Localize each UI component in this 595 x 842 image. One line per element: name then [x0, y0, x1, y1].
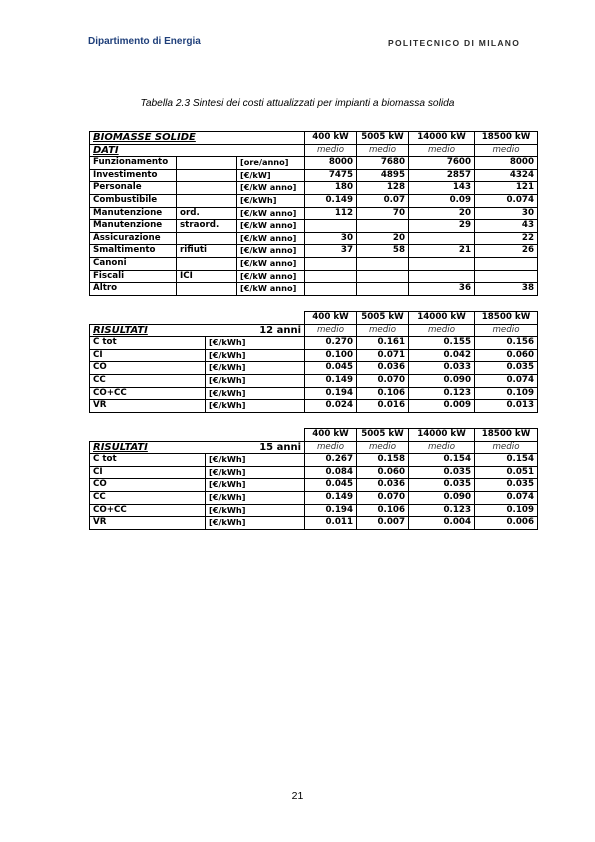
value-cell: 0.006 — [475, 517, 538, 530]
value-cell: 0.045 — [305, 362, 357, 375]
row-unit: [€/kW anno] — [237, 257, 305, 270]
table-header-row — [90, 312, 538, 325]
value-cell: 0.070 — [357, 374, 409, 387]
value-cell: 0.009 — [409, 400, 475, 413]
value-cell: 0.270 — [305, 337, 357, 350]
value-cell: 7600 — [409, 157, 475, 170]
value-cell: 43 — [475, 220, 538, 233]
value-cell: 0.106 — [357, 387, 409, 400]
row-label: CO+CC — [90, 387, 206, 400]
row-unit: [€/kW anno] — [237, 220, 305, 233]
table-row — [90, 454, 538, 467]
value-cell: 7475 — [305, 169, 357, 182]
value-cell: 0.060 — [357, 466, 409, 479]
row-sublabel — [177, 157, 237, 170]
table-row — [90, 479, 538, 492]
value-cell: 0.149 — [305, 194, 357, 207]
value-cell: 121 — [475, 182, 538, 195]
medio-label: medio — [409, 441, 475, 454]
value-cell: 22 — [475, 232, 538, 245]
value-cell: 0.024 — [305, 400, 357, 413]
row-label: Smaltimento — [90, 245, 177, 258]
table-row — [90, 374, 538, 387]
row-label: Manutenzione — [90, 220, 177, 233]
row-label: Assicurazione — [90, 232, 177, 245]
table-row — [90, 283, 538, 296]
table-row — [90, 349, 538, 362]
value-cell: 0.09 — [409, 194, 475, 207]
result-rows — [90, 337, 538, 413]
value-cell: 143 — [409, 182, 475, 195]
value-cell: 37 — [305, 245, 357, 258]
value-cell: 21 — [409, 245, 475, 258]
value-cell: 29 — [409, 220, 475, 233]
value-cell: 0.035 — [409, 479, 475, 492]
value-cell — [305, 257, 357, 270]
row-unit: [€/kWh] — [206, 479, 305, 492]
value-cell: 0.036 — [357, 479, 409, 492]
table-title: RISULTATI — [93, 441, 148, 453]
column-header: 400 kW — [305, 312, 357, 325]
value-cell: 0.106 — [357, 504, 409, 517]
value-cell: 36 — [409, 283, 475, 296]
row-unit: [€/kWh] — [206, 400, 305, 413]
value-cell — [357, 220, 409, 233]
value-cell: 0.016 — [357, 400, 409, 413]
value-cell: 0.035 — [409, 466, 475, 479]
value-cell: 0.194 — [305, 387, 357, 400]
column-header: 5005 kW — [357, 312, 409, 325]
row-unit: [€/kWh] — [206, 454, 305, 467]
years-label: 15 anni — [259, 441, 301, 453]
value-cell: 0.149 — [305, 491, 357, 504]
table-subtitle: DATI — [90, 144, 305, 157]
medio-label: medio — [305, 324, 357, 337]
table-row — [90, 362, 538, 375]
row-unit: [€/kWh] — [206, 466, 305, 479]
row-label: Investimento — [90, 169, 177, 182]
row-unit: [€/kWh] — [206, 349, 305, 362]
value-cell: 0.074 — [475, 491, 538, 504]
value-cell: 2857 — [409, 169, 475, 182]
medio-label: medio — [357, 441, 409, 454]
value-cell: 0.161 — [357, 337, 409, 350]
value-cell — [475, 257, 538, 270]
table-subheader-row — [90, 324, 538, 337]
value-cell: 0.013 — [475, 400, 538, 413]
data-rows — [90, 157, 538, 296]
row-unit: [€/kWh] — [206, 491, 305, 504]
value-cell — [475, 270, 538, 283]
medio-label: medio — [409, 144, 475, 157]
value-cell: 58 — [357, 245, 409, 258]
row-sublabel: rifiuti — [177, 245, 237, 258]
value-cell: 0.074 — [475, 194, 538, 207]
row-unit: [€/kW anno] — [237, 232, 305, 245]
row-sublabel: ICI — [177, 270, 237, 283]
row-unit: [€/kWh] — [237, 194, 305, 207]
medio-label: medio — [305, 441, 357, 454]
table-caption: Tabella 2.3 Sintesi dei costi attualizzati per impianti a biomassa solida — [140, 98, 455, 109]
value-cell — [357, 257, 409, 270]
page-number: 21 — [291, 790, 304, 802]
value-cell: 20 — [409, 207, 475, 220]
table-header-row — [90, 429, 538, 442]
value-cell — [409, 270, 475, 283]
table-title: BIOMASSE SOLIDE — [90, 132, 305, 145]
value-cell: 0.071 — [357, 349, 409, 362]
row-label: CI — [90, 349, 206, 362]
value-cell: 0.090 — [409, 491, 475, 504]
table-title: RISULTATI — [93, 324, 148, 336]
value-cell: 20 — [357, 232, 409, 245]
value-cell — [409, 257, 475, 270]
table-row — [90, 220, 538, 233]
value-cell: 0.158 — [357, 454, 409, 467]
row-unit: [€/kW anno] — [237, 207, 305, 220]
value-cell: 0.011 — [305, 517, 357, 530]
value-cell: 26 — [475, 245, 538, 258]
table-row — [90, 387, 538, 400]
value-cell: 0.051 — [475, 466, 538, 479]
value-cell: 0.154 — [475, 454, 538, 467]
column-header: 400 kW — [305, 429, 357, 442]
row-unit: [€/kW anno] — [237, 270, 305, 283]
row-unit: [€/kWh] — [206, 517, 305, 530]
results-15-table — [89, 428, 538, 530]
row-unit: [€/kWh] — [206, 374, 305, 387]
value-cell: 0.042 — [409, 349, 475, 362]
result-rows — [90, 454, 538, 530]
value-cell: 0.100 — [305, 349, 357, 362]
department-header: Dipartimento di Energia — [88, 36, 201, 47]
table-row — [90, 194, 538, 207]
value-cell: 112 — [305, 207, 357, 220]
value-cell: 4324 — [475, 169, 538, 182]
column-header: 18500 kW — [475, 132, 538, 145]
biomass-data-table — [89, 131, 538, 296]
value-cell: 0.033 — [409, 362, 475, 375]
value-cell: 0.035 — [475, 479, 538, 492]
column-header: 5005 kW — [357, 132, 409, 145]
value-cell: 0.007 — [357, 517, 409, 530]
row-label: Fiscali — [90, 270, 177, 283]
row-unit: [€/kW anno] — [237, 283, 305, 296]
medio-label: medio — [475, 144, 538, 157]
column-header: 14000 kW — [409, 429, 475, 442]
table-row — [90, 169, 538, 182]
table-row — [90, 257, 538, 270]
table-row — [90, 337, 538, 350]
value-cell: 0.109 — [475, 387, 538, 400]
value-cell: 0.035 — [475, 362, 538, 375]
value-cell: 0.036 — [357, 362, 409, 375]
value-cell: 0.004 — [409, 517, 475, 530]
medio-label: medio — [409, 324, 475, 337]
medio-label: medio — [475, 324, 538, 337]
table-row — [90, 400, 538, 413]
row-label: CI — [90, 466, 206, 479]
value-cell — [357, 283, 409, 296]
medio-label: medio — [305, 144, 357, 157]
row-unit: [€/kWh] — [206, 362, 305, 375]
row-sublabel — [177, 182, 237, 195]
row-label: CC — [90, 491, 206, 504]
results-title-cell — [90, 324, 305, 337]
row-unit: [€/kWh] — [206, 504, 305, 517]
row-label: Manutenzione — [90, 207, 177, 220]
table-row — [90, 245, 538, 258]
row-label: CO — [90, 479, 206, 492]
value-cell: 0.084 — [305, 466, 357, 479]
row-unit: [€/kWh] — [206, 337, 305, 350]
value-cell: 0.070 — [357, 491, 409, 504]
row-label: CC — [90, 374, 206, 387]
medio-label: medio — [357, 144, 409, 157]
table-subheader-row — [90, 144, 538, 157]
value-cell: 38 — [475, 283, 538, 296]
value-cell: 30 — [475, 207, 538, 220]
table-row — [90, 517, 538, 530]
value-cell: 8000 — [475, 157, 538, 170]
value-cell — [305, 270, 357, 283]
value-cell: 0.155 — [409, 337, 475, 350]
column-header: 18500 kW — [475, 312, 538, 325]
value-cell: 0.07 — [357, 194, 409, 207]
years-label: 12 anni — [259, 324, 301, 336]
value-cell: 0.123 — [409, 504, 475, 517]
row-sublabel — [177, 194, 237, 207]
value-cell: 7680 — [357, 157, 409, 170]
column-header: 14000 kW — [409, 312, 475, 325]
medio-label: medio — [475, 441, 538, 454]
row-label: Canoni — [90, 257, 177, 270]
value-cell: 30 — [305, 232, 357, 245]
table-header-row — [90, 132, 538, 145]
results-title-cell — [90, 441, 305, 454]
row-unit: [€/kWh] — [206, 387, 305, 400]
value-cell: 8000 — [305, 157, 357, 170]
row-label: C tot — [90, 454, 206, 467]
value-cell: 0.149 — [305, 374, 357, 387]
value-cell: 0.045 — [305, 479, 357, 492]
table-row — [90, 157, 538, 170]
row-sublabel — [177, 283, 237, 296]
table-row — [90, 504, 538, 517]
value-cell: 0.074 — [475, 374, 538, 387]
row-label: CO+CC — [90, 504, 206, 517]
row-sublabel — [177, 169, 237, 182]
table-subheader-row — [90, 441, 538, 454]
row-unit: [€/kW anno] — [237, 182, 305, 195]
value-cell: 70 — [357, 207, 409, 220]
row-unit: [€/kW] — [237, 169, 305, 182]
university-header: POLITECNICO DI MILANO — [388, 38, 521, 48]
row-sublabel: straord. — [177, 220, 237, 233]
value-cell: 128 — [357, 182, 409, 195]
value-cell: 0.109 — [475, 504, 538, 517]
value-cell: 0.267 — [305, 454, 357, 467]
value-cell — [357, 270, 409, 283]
row-label: VR — [90, 400, 206, 413]
medio-label: medio — [357, 324, 409, 337]
column-header: 400 kW — [305, 132, 357, 145]
row-unit: [€/kW anno] — [237, 245, 305, 258]
value-cell: 0.123 — [409, 387, 475, 400]
table-row — [90, 491, 538, 504]
column-header: 18500 kW — [475, 429, 538, 442]
value-cell: 0.194 — [305, 504, 357, 517]
table-row — [90, 466, 538, 479]
row-sublabel — [177, 232, 237, 245]
row-label: CO — [90, 362, 206, 375]
row-sublabel — [177, 257, 237, 270]
row-unit: [ore/anno] — [237, 157, 305, 170]
value-cell: 180 — [305, 182, 357, 195]
row-label: Personale — [90, 182, 177, 195]
row-label: Altro — [90, 283, 177, 296]
table-row — [90, 270, 538, 283]
table-row — [90, 207, 538, 220]
value-cell: 0.156 — [475, 337, 538, 350]
row-label: Combustibile — [90, 194, 177, 207]
value-cell: 0.060 — [475, 349, 538, 362]
column-header: 5005 kW — [357, 429, 409, 442]
value-cell: 0.090 — [409, 374, 475, 387]
column-header: 14000 kW — [409, 132, 475, 145]
value-cell — [305, 283, 357, 296]
results-12-table — [89, 311, 538, 413]
row-sublabel: ord. — [177, 207, 237, 220]
row-label: VR — [90, 517, 206, 530]
value-cell — [409, 232, 475, 245]
value-cell: 0.154 — [409, 454, 475, 467]
row-label: Funzionamento — [90, 157, 177, 170]
row-label: C tot — [90, 337, 206, 350]
value-cell: 4895 — [357, 169, 409, 182]
value-cell — [305, 220, 357, 233]
table-row — [90, 182, 538, 195]
table-row — [90, 232, 538, 245]
